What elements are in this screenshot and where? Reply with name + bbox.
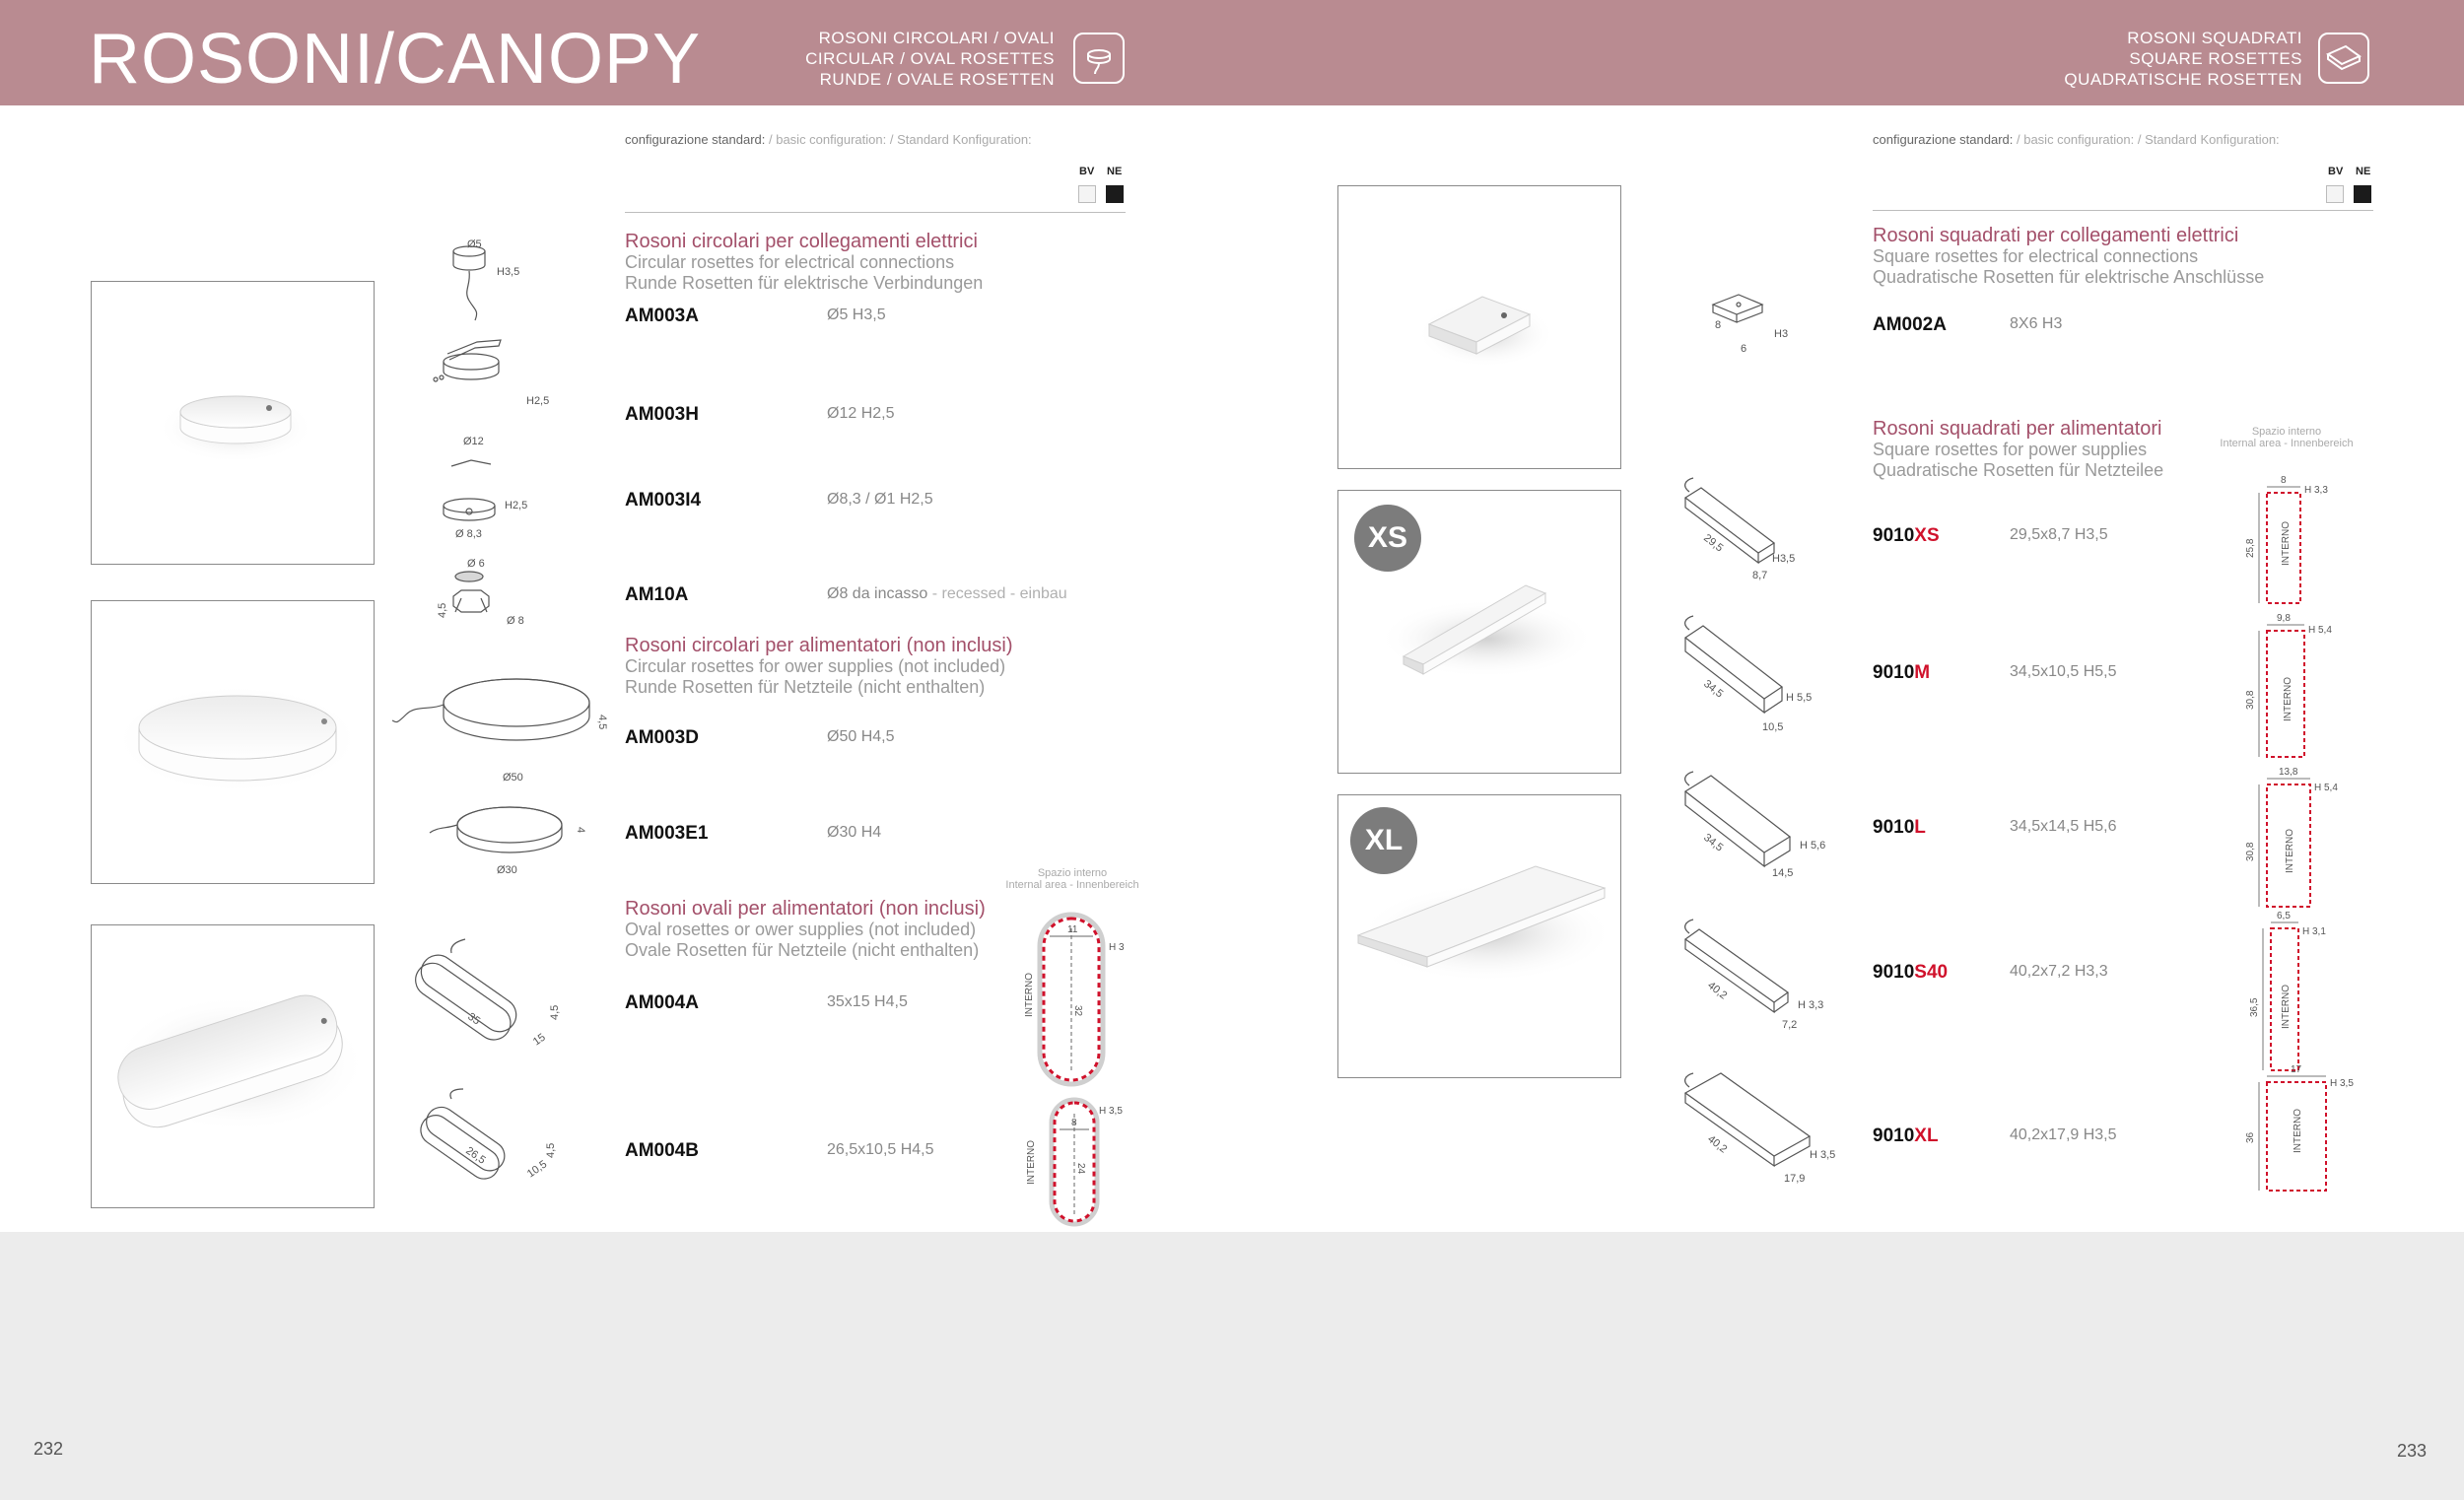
dimension-label: Ø 8 (507, 615, 524, 627)
product-spec: 35x15 H4,5 (827, 993, 908, 1010)
oval-interior-diagrams (1010, 907, 1138, 1232)
product-code-size: XS (1914, 525, 1940, 546)
swatch-black (2354, 185, 2371, 203)
product-spec: 40,2x7,2 H3,3 (2010, 963, 2108, 980)
product-code: AM10A (625, 584, 689, 605)
product-spec: 34,5x10,5 H5,5 (2010, 663, 2117, 680)
product-spec (827, 585, 1067, 603)
header-subtitle-line: RUNDE / OVALE ROSETTEN (819, 70, 1055, 89)
dimension-label: 36 (2245, 1131, 2256, 1143)
dimension-label: 29,5 (1701, 531, 1726, 555)
product-spec: Ø5 H3,5 (827, 307, 886, 323)
page-title: ROSONI/CANOPY (89, 20, 702, 99)
interior-label: INTERNO (2281, 521, 2292, 566)
product-code-size: XL (1914, 1125, 1939, 1146)
section-subtitle: Ovale Rosetten für Netzteile (nicht enthalten) (625, 940, 980, 960)
product-code (1873, 817, 1926, 839)
interior-label: INTERNO (1026, 1140, 1037, 1185)
product-code: AM002A (1873, 314, 1947, 335)
section-title: Rosoni squadrati per alimentatori (1873, 418, 2162, 440)
dimension-label: 6 (1741, 343, 1747, 355)
dimension-label: H 3,3 (1798, 999, 1824, 1011)
dimension-label: H 3,3 (2304, 485, 2328, 496)
dimension-label: Ø50 (503, 772, 523, 784)
dimension-label: 40,2 (1705, 979, 1730, 1002)
product-photo-square (1337, 185, 1621, 469)
product-code (1873, 1125, 1939, 1147)
config-label-main: configurazione standard: (1873, 132, 2014, 147)
dimension-label: 32 (1072, 1005, 1083, 1017)
section-title: Rosoni circolari per collegamenti elettrici (625, 231, 978, 252)
product-code-size: L (1914, 817, 1926, 838)
dimension-label: H 5,6 (1800, 840, 1826, 852)
dimension-label: 9,8 (2277, 613, 2291, 624)
square-rosette-icon (2318, 33, 2369, 84)
product-code-size: M (1914, 662, 1931, 683)
interior-label: INTERNO (2285, 829, 2295, 873)
dimension-label: 34,5 (1701, 831, 1726, 854)
round-rosette-icon (1073, 33, 1125, 84)
dimension-label: 4 (575, 827, 586, 834)
internal-area-note-line: Spazio interno (1037, 867, 1108, 879)
dimension-label: 17 (2291, 1064, 2302, 1075)
product-code: AM003D (625, 727, 699, 748)
product-spec-main: Ø8 da incasso (827, 585, 928, 602)
dimension-label: 7,2 (1782, 1019, 1798, 1031)
dimension-label: 8 (2281, 475, 2287, 486)
dimension-label: Ø30 (497, 864, 517, 876)
product-spec: Ø8,3 / Ø1 H2,5 (827, 491, 933, 508)
config-label-rest: / basic configuration: / Standard Konfiguration: (769, 132, 1032, 147)
swatch-label-ne: NE (1107, 166, 1123, 177)
dimension-label: 10,5 (1762, 721, 1784, 733)
swatch-white (1078, 185, 1096, 203)
internal-area-note-line: Internal area - Innenbereich (1005, 879, 1139, 891)
dimension-label: H 5,5 (1786, 692, 1813, 704)
dimension-label: 30,8 (2245, 690, 2256, 710)
product-code-base: 9010 (1873, 525, 1915, 546)
dimension-label: H3,5 (1772, 553, 1796, 565)
product-spec-extra: - recessed - einbau (931, 585, 1067, 602)
config-label-left (625, 132, 1032, 147)
product-code-base: 9010 (1873, 1125, 1915, 1146)
product-code: AM003I4 (625, 490, 702, 511)
interior-label: INTERNO (2283, 677, 2293, 721)
dimension-label: 34,5 (1701, 677, 1726, 701)
header-subtitle-right (2011, 28, 2302, 90)
page-number-left: 232 (34, 1439, 64, 1459)
dimension-label: 8 (1071, 1118, 1077, 1128)
technical-drawings-left (392, 232, 619, 1227)
section-subtitle: Square rosettes for electrical connections (1873, 246, 2199, 266)
divider (625, 212, 1126, 213)
product-code (1873, 962, 1948, 984)
product-code: AM004A (625, 992, 699, 1013)
dimension-label: 4,5 (437, 602, 448, 618)
swatch-label-ne: NE (2356, 166, 2371, 177)
dimension-label: 26,5 (463, 1144, 488, 1167)
dimension-label: H 5,4 (2314, 783, 2338, 793)
dimension-label: 4,5 (545, 1142, 557, 1158)
dimension-label: H2,5 (526, 395, 550, 407)
section-title: Rosoni ovali per alimentatori (non inclusi) (625, 898, 986, 920)
dimension-label: 15 (530, 1031, 548, 1049)
product-code-size: S40 (1914, 962, 1949, 983)
product-spec: 40,2x17,9 H3,5 (2010, 1126, 2117, 1143)
internal-area-note (2208, 426, 2365, 449)
config-label-main: configurazione standard: (625, 132, 766, 147)
section-subtitle: Runde Rosetten für elektrische Verbindungen (625, 273, 984, 293)
internal-area-note (1003, 867, 1141, 891)
dimension-label: H3 (1774, 328, 1789, 340)
product-code-base: 9010 (1873, 817, 1915, 838)
interior-label: INTERNO (2281, 985, 2292, 1029)
internal-area-note-line: Internal area - Innenbereich (2220, 438, 2354, 449)
section-subtitle: Quadratische Rosetten für elektrische Anschlüsse (1873, 267, 2265, 287)
swatch-white (2326, 185, 2344, 203)
dimension-label: 8 (1715, 319, 1722, 331)
dimension-label: H 3,1 (2302, 926, 2326, 937)
product-photo-oval (91, 924, 375, 1208)
page-number-right: 233 (2397, 1441, 2428, 1461)
interior-label: INTERNO (2293, 1109, 2303, 1153)
dimension-label: H3,5 (497, 266, 520, 278)
section-title: Rosoni squadrati per collegamenti elettrici (1873, 225, 2239, 246)
size-badge-xs: XS (1354, 505, 1421, 572)
dimension-label: Ø 6 (467, 558, 485, 570)
swatch-label-bv: BV (2328, 166, 2344, 177)
dimension-label: Ø5 (467, 239, 482, 250)
product-spec: 26,5x10,5 H4,5 (827, 1141, 934, 1158)
dimension-label: 4,5 (549, 1004, 561, 1020)
size-badge-xl: XL (1350, 807, 1417, 874)
config-label-rest: / basic configuration: / Standard Konfiguration: (2017, 132, 2280, 147)
dimension-label: 35 (465, 1010, 483, 1028)
product-spec: 29,5x8,7 H3,5 (2010, 526, 2108, 543)
header-subtitle-line: CIRCULAR / OVAL ROSETTES (805, 49, 1055, 68)
product-code (1873, 662, 1930, 684)
inner-area-diagrams (2237, 463, 2375, 1202)
dimension-label: Ø12 (463, 436, 484, 447)
dimension-label: 13,8 (2279, 767, 2298, 778)
product-spec: 8X6 H3 (2010, 315, 2063, 332)
product-spec: Ø30 H4 (827, 824, 882, 841)
dimension-label: 40,2 (1705, 1132, 1730, 1156)
product-spec: Ø50 H4,5 (827, 728, 895, 745)
product-spec: 34,5x14,5 H5,6 (2010, 818, 2117, 835)
swatch-label-bv: BV (1079, 166, 1095, 177)
swatch-black (1106, 185, 1124, 203)
technical-drawings-right (1666, 281, 1843, 1207)
interior-label: INTERNO (1024, 973, 1035, 1017)
product-code-base: 9010 (1873, 662, 1915, 683)
internal-area-note-line: Spazio interno (2251, 426, 2322, 438)
section-subtitle: Square rosettes for power supplies (1873, 440, 2148, 459)
dimension-label: 8,7 (1752, 570, 1768, 581)
product-photo-round-small (91, 281, 375, 565)
header-subtitle-line: QUADRATISCHE ROSETTEN (2064, 70, 2302, 89)
product-code-base: 9010 (1873, 962, 1915, 983)
dimension-label: 14,5 (1772, 867, 1794, 879)
section-subtitle: Quadratische Rosetten für Netzteilee (1873, 460, 2164, 480)
dimension-label: H 3 (1109, 942, 1125, 953)
section-subtitle: Oval rosettes or ower supplies (not included) (625, 920, 977, 939)
product-spec: Ø12 H2,5 (827, 405, 895, 422)
dimension-label: 10,5 (524, 1158, 550, 1181)
dimension-label: 24 (1075, 1163, 1086, 1175)
config-label-right (1873, 132, 2280, 147)
dimension-label: H 5,4 (2308, 625, 2332, 636)
dimension-label: H2,5 (505, 500, 528, 511)
dimension-label: H 3,5 (2330, 1078, 2354, 1089)
product-photo-round-large (91, 600, 375, 884)
product-code (1873, 525, 1940, 547)
header-subtitle-line: ROSONI SQUADRATI (2127, 29, 2302, 47)
dimension-label: 25,8 (2245, 538, 2256, 558)
section-subtitle: Circular rosettes for electrical connections (625, 252, 955, 272)
dimension-label: Ø 8,3 (455, 528, 482, 540)
section-subtitle: Runde Rosetten für Netzteile (nicht enthalten) (625, 677, 986, 697)
dimension-label: H 3,5 (1810, 1149, 1836, 1161)
product-code: AM003E1 (625, 823, 709, 844)
divider (1873, 210, 2373, 211)
product-code: AM003H (625, 404, 699, 425)
dimension-label: 36,5 (2249, 997, 2260, 1017)
dimension-label: 17,9 (1784, 1173, 1806, 1185)
section-title: Rosoni circolari per alimentatori (non inclusi) (625, 635, 1013, 656)
dimension-label: 30,8 (2245, 842, 2256, 861)
product-code: AM003A (625, 306, 699, 326)
dimension-label: 4,5 (596, 715, 608, 730)
dimension-label: 11 (1067, 924, 1078, 935)
header-subtitle-line: SQUARE ROSETTES (2129, 49, 2302, 68)
page-footer (0, 1232, 2464, 1500)
header-subtitle-left (769, 28, 1055, 90)
dimension-label: H 3,5 (1099, 1106, 1123, 1117)
header-subtitle-line: ROSONI CIRCOLARI / OVALI (818, 29, 1055, 47)
dimension-label: 6,5 (2277, 911, 2291, 921)
product-code: AM004B (625, 1140, 699, 1161)
section-subtitle: Circular rosettes for ower supplies (not included) (625, 656, 1006, 676)
